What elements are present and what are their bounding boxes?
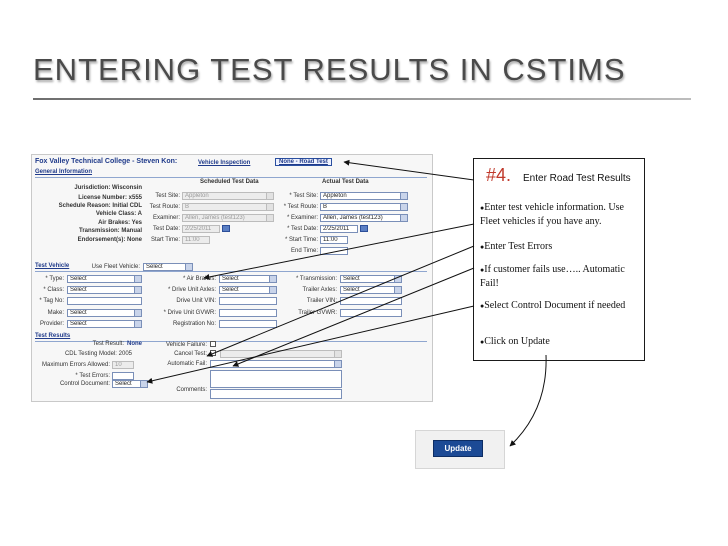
actual-examiner-select[interactable]: Allen, James (test123) (320, 214, 408, 222)
bullet-icon: ● (480, 243, 485, 251)
step-title: Enter Road Test Results (523, 173, 631, 184)
sched-route-select: B (182, 203, 274, 211)
actual-end-input[interactable] (320, 247, 348, 255)
note-control-document: ●Select Control Document if needed (480, 300, 626, 311)
tab-road-test[interactable]: None - Road Test (275, 158, 332, 166)
sched-examiner-select: Allen, James (test123) (182, 214, 274, 222)
trailer-gvwr-label: Trailer GVWR: (298, 310, 337, 316)
sched-start-label: Start Time: (150, 237, 180, 243)
provider-label: Provider: (39, 321, 64, 327)
trailer-axles-label: Trailer Axles: (302, 287, 337, 293)
update-button[interactable]: Update (433, 440, 483, 457)
drive-gvwr-input[interactable] (219, 309, 277, 317)
test-errors-label: * Test Errors: (75, 373, 110, 379)
org-header: Fox Valley Technical College - Steven Kon: (35, 158, 178, 165)
bullet-icon: ● (480, 204, 485, 212)
air-brakes-select[interactable]: Select (219, 275, 277, 283)
cancel-test-label: Cancel Test: (174, 351, 207, 357)
actual-site-label: * Test Site: (289, 193, 318, 199)
sched-site-label: Test Site: (155, 193, 180, 199)
title-divider (33, 98, 691, 100)
sched-date-label: Test Date: (152, 226, 180, 232)
registration-label: Registration No: (172, 321, 216, 327)
test-errors-input[interactable] (112, 372, 134, 380)
actual-site-select[interactable]: Appleton (320, 192, 408, 200)
info-endorsements: Endorsement(s): None (77, 237, 142, 243)
trailer-vin-label: Trailer VIN: (306, 298, 337, 304)
bullet-icon: ● (480, 338, 485, 346)
info-air-brakes: Air Brakes: Yes (98, 220, 142, 226)
instruction-callout (473, 158, 645, 361)
transmission-label: * Transmission: (295, 276, 337, 282)
bullet-icon: ● (480, 302, 485, 310)
sched-examiner-label: Examiner: (152, 215, 180, 221)
info-vehicle-class: Vehicle Class: A (95, 211, 142, 217)
calendar-icon[interactable] (222, 225, 230, 232)
bullet-icon: ● (480, 266, 485, 274)
info-jurisdiction: Jurisdiction: Wisconsin (74, 185, 142, 191)
actual-date-label: * Test Date: (287, 226, 318, 232)
air-brakes-label: * Air Brakes: (182, 276, 216, 282)
sched-route-label: Test Route: (149, 204, 180, 210)
max-errors-label: Maximum Errors Allowed: (41, 362, 110, 368)
fleet-select[interactable]: Select (143, 263, 193, 271)
automatic-fail-select[interactable] (210, 360, 342, 368)
drive-gvwr-label: * Drive Unit GVWR: (163, 310, 216, 316)
sched-start-input: 11:00 (182, 236, 210, 244)
comments-label: Comments: (176, 387, 207, 393)
info-schedule-reason: Schedule Reason: Initial CDL (58, 203, 142, 209)
type-label: * Type: (45, 276, 64, 282)
note-automatic-fail: ●If customer fails use….. Automatic Fail! (480, 264, 625, 289)
note-test-errors: ●Enter Test Errors (480, 241, 553, 252)
drive-axles-label: * Drive Unit Axles: (167, 287, 216, 293)
arrow-to-update-button (510, 355, 546, 446)
cancel-reason-select (220, 350, 342, 358)
actual-end-label: End Time: (290, 248, 318, 254)
tag-label: * Tag No: (39, 298, 64, 304)
max-errors-input: 10 (112, 361, 134, 369)
trailer-vin-input[interactable] (340, 297, 402, 305)
sched-date-input: 2/25/2011 (182, 225, 220, 233)
section-divider (35, 271, 427, 272)
test-vehicle-heading: Test Vehicle (35, 263, 70, 269)
scheduled-heading: Scheduled Test Data (200, 179, 259, 185)
drive-axles-select[interactable]: Select (219, 286, 277, 294)
slide-title: ENTERING TEST RESULTS IN CSTIMS (33, 52, 626, 87)
registration-input[interactable] (219, 320, 277, 328)
control-document-label: Control Document: (59, 381, 110, 387)
provider-select[interactable]: Select (67, 320, 142, 328)
test-results-heading: Test Results (35, 333, 71, 339)
automatic-fail-label: Automatic Fail: (167, 361, 207, 367)
make-select[interactable]: Select (67, 309, 142, 317)
tag-input[interactable] (67, 297, 142, 305)
actual-route-select[interactable]: B (320, 203, 408, 211)
make-label: Make: (47, 310, 64, 316)
test-result-value: None (127, 341, 142, 347)
test-result-label: Test Result: (92, 341, 124, 347)
general-info-heading: General Information (35, 169, 93, 175)
control-document-select[interactable]: Select (112, 380, 148, 388)
actual-start-input[interactable]: 11:00 (320, 236, 348, 244)
testing-model-label: CDL Testing Model: 2005 (64, 351, 132, 357)
type-select[interactable]: Select (67, 275, 142, 283)
actual-date-input[interactable]: 2/25/2011 (320, 225, 358, 233)
sched-site-select: Appleton (182, 192, 274, 200)
note-vehicle-info: ●Enter test vehicle information. Use Fleet vehicles if you have any. (480, 202, 624, 227)
cancel-test-checkbox[interactable] (210, 350, 216, 356)
info-license: License Number: x555 (78, 195, 142, 201)
drive-vin-input[interactable] (219, 297, 277, 305)
actual-heading: Actual Test Data (322, 179, 369, 185)
drive-vin-label: Drive Unit VIN: (176, 298, 216, 304)
trailer-gvwr-input[interactable] (340, 309, 402, 317)
auto-fail-details-area[interactable] (210, 370, 342, 388)
section-divider (35, 177, 427, 178)
update-button-panel (415, 430, 505, 469)
class-label: * Class: (43, 287, 64, 293)
cstims-form (31, 154, 433, 402)
info-transmission: Transmission: Manual (78, 228, 142, 234)
actual-route-label: * Test Route: (283, 204, 318, 210)
transmission-select[interactable]: Select (340, 275, 402, 283)
actual-start-label: * Start Time: (284, 237, 318, 243)
step-number: #4. (486, 165, 512, 185)
trailer-axles-select[interactable]: Select (340, 286, 402, 294)
vehicle-failure-checkbox[interactable] (210, 341, 216, 347)
vehicle-failure-label: Vehicle Failure: (165, 342, 207, 348)
actual-examiner-label: * Examiner: (286, 215, 318, 221)
class-select[interactable]: Select (67, 286, 142, 294)
comments-textarea[interactable] (210, 389, 342, 399)
tab-vehicle-inspection[interactable]: Vehicle Inspection (198, 160, 251, 166)
note-update: ●Click on Update (480, 336, 550, 347)
fleet-label: Use Fleet Vehicle: (91, 264, 140, 270)
calendar-icon[interactable] (360, 225, 368, 232)
